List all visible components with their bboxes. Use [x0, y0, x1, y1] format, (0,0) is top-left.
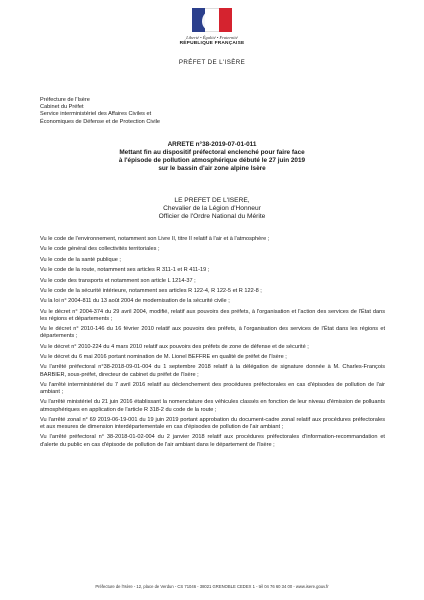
visa-item: Vu la loi n° 2004-811 du 13 août 2004 de modernisation de la sécurité civile ;	[40, 298, 230, 305]
sender-line: Économiques de Défense et de Protection Civile	[40, 118, 161, 125]
decree-number: ARRETE n°38-2019-07-01-011	[167, 141, 257, 148]
sender-block	[40, 97, 270, 126]
visa-item: Vu le décret n° 2010-224 du 4 mars 2010 relatif aux pouvoirs des préfets de zone de défense et de sécurité ;	[40, 343, 309, 350]
authority-line: Officier de l'Ordre National du Mérite	[158, 213, 266, 221]
prefect-header: PRÉFET DE L'ISÈRE	[178, 59, 246, 66]
visa-item: Vu le code général des collectivités territoriales ;	[40, 246, 160, 253]
marianne-logo	[178, 8, 246, 46]
page-footer: Préfecture de l'Isère - 12, place de Verdun - CS 71046 - 38021 GRENOBLE CEDEX 1 - tél 04 76 60 34 00 - www.isere.gouv.fr	[95, 584, 329, 589]
visa-item: Vu le décret du 6 mai 2016 portant nomination de M. Lionel BEFFRE en qualité de préfet de l'Isère ;	[40, 354, 287, 361]
marianne-flag-icon	[192, 8, 232, 32]
decree-title-line: sur le bassin d'air zone alpine Isère	[158, 165, 266, 172]
visa-item: Vu l'arrêté préfectoral n° 38-2018-01-02-004 du 2 janvier 2018 relatif aux procédures préfectorales d'information-recommandation et d'alerte du public en cas d'épisode de pollution de l'air ambiant dans le département de l'Isère ;	[40, 434, 385, 448]
authority-line: Chevalier de la Légion d'Honneur	[163, 205, 261, 213]
visas-list	[40, 236, 385, 452]
sender-line: Cabinet du Préfet	[40, 104, 84, 111]
authority-block	[90, 197, 334, 222]
visa-item: Vu le décret n° 2004-374 du 29 avril 2004, modifié, relatif aux pouvoirs des préfets, à l'organisation et l'action des services de l'État dans les régions et départements ;	[40, 308, 385, 322]
visa-item: Vu le code de l'environnement, notamment son Livre II, titre II relatif à l'air et à l'atmosphère ;	[40, 236, 270, 242]
sender-line: Service interministériel des Affaires Civiles et	[40, 111, 152, 118]
authority-line: LE PREFET DE L'ISERE,	[174, 197, 250, 204]
visa-item: Vu le code de la santé publique ;	[40, 256, 121, 263]
visa-item: Vu le code de la route, notamment ses articles R 311-1 et R 411-19 ;	[40, 267, 210, 274]
decree-title-line: Mettant fin au dispositif préfectoral enclenché pour faire face	[119, 149, 305, 156]
visa-item: Vu l'arrêté interministériel du 7 avril 2016 relatif au déclenchement des procédures préfectorales en cas d'épisodes de pollution de l'air ambiant ;	[40, 381, 385, 396]
sender-line: Préfecture de l'Isère	[40, 97, 90, 103]
decree-title	[60, 141, 364, 173]
republic-name: RÉPUBLIQUE FRANÇAISE	[179, 41, 245, 46]
visa-item: Vu le code de la sécurité intérieure, notamment ses articles R 122-4, R 122-5 et R 122-8 ;	[40, 287, 262, 294]
visa-item: Vu l'arrêté préfectoral n°38-2018-09-01-004 du 1 septembre 2018 relatif à la délégation de signature donnée à M. Charles-François BARBIER, sous-préfet, directeur de cabinet du préfet de l'Isère ;	[40, 364, 385, 378]
visa-item: Vu l'arrêté ministériel du 21 juin 2016 établissant la nomenclature des véhicules classés en fonction de leur niveau d'émission de polluants atmosphériques en application de l'article R 318-2 du code de la route ;	[40, 399, 385, 413]
visa-item: Vu le décret n° 2010-146 du 16 février 2010 relatif aux pouvoirs des préfets, à l'organisation des services de l'État dans les régions et départements ;	[40, 326, 385, 340]
decree-title-line: à l'épisode de pollution atmosphérique débuté le 27 juin 2019	[118, 157, 306, 164]
visa-item: Vu le code des transports et notamment son article L 1214-37 ;	[40, 277, 196, 284]
visa-item: Vu l'arrêté zonal n° 69 2019-06-19-001 du 19 juin 2019 portant approbation du document-cadre zonal relatif aux procédures préfectorales et aux mesures de dimension interdépartementale en cas d'épisodes de pollution de l'air ambiant ;	[40, 416, 385, 431]
republic-motto: Liberté • Égalité • Fraternité	[186, 35, 238, 40]
